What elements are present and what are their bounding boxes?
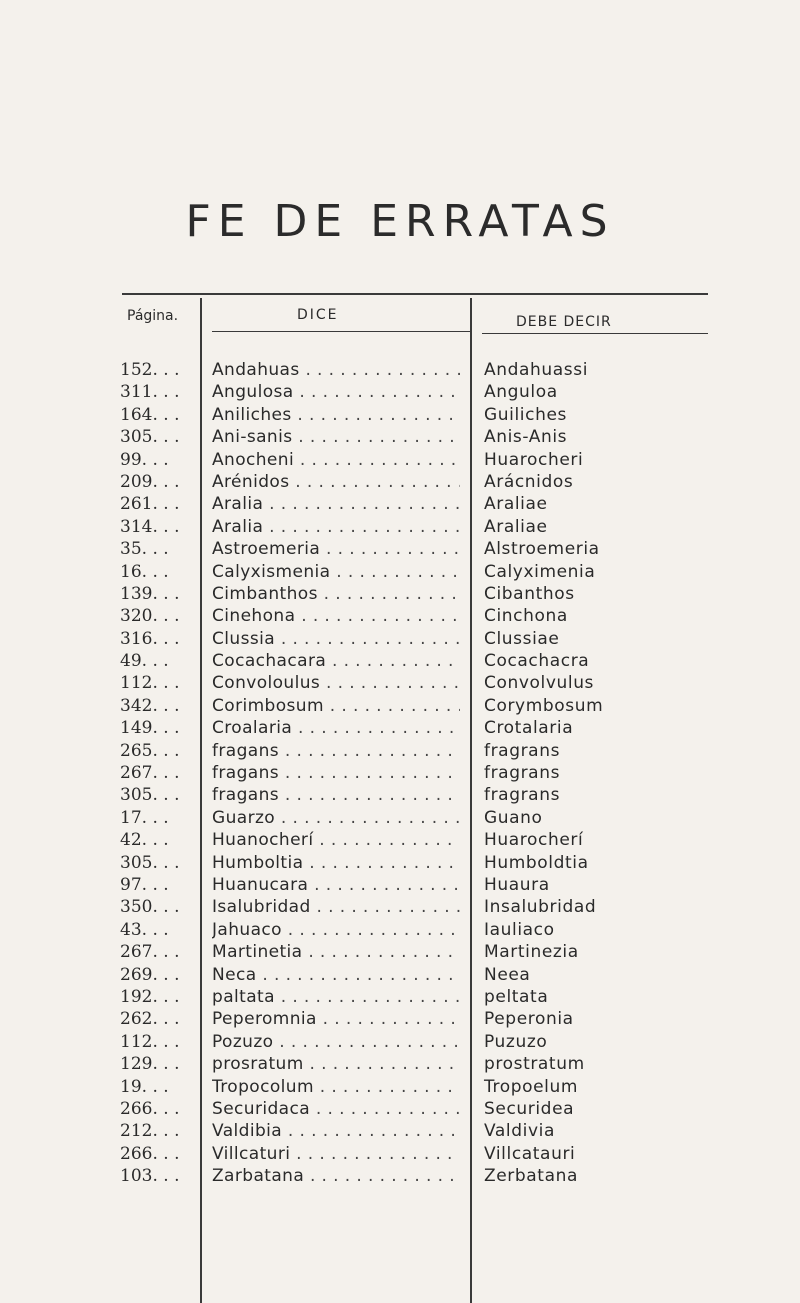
page-number: 42. . . — [120, 830, 169, 851]
table-row — [0, 696, 800, 718]
table-row — [0, 741, 800, 763]
dice-term: Cimbanthos . . . — [212, 584, 460, 604]
table-row — [0, 562, 800, 584]
page-number: 350. . . — [120, 897, 180, 918]
table-row — [0, 1121, 800, 1143]
header-debe-decir: DEBE DECIR — [516, 314, 612, 330]
page-number: 262. . . — [120, 1009, 180, 1030]
table-row — [0, 405, 800, 427]
dice-term: Zarbatana . . . — [212, 1166, 460, 1186]
debe-decir-term: Crotalaria — [484, 718, 574, 739]
debe-decir-term: Cinchona — [484, 606, 568, 627]
table-row — [0, 942, 800, 964]
page-number: 265. . . — [120, 740, 180, 761]
page-number: 311. . . — [120, 382, 180, 403]
table-row — [0, 1144, 800, 1166]
table-row — [0, 1054, 800, 1076]
page-number: 149. . . — [120, 718, 180, 739]
page-number: 16. . . — [120, 561, 169, 582]
table-row — [0, 897, 800, 919]
page-number: 212. . . — [120, 1121, 180, 1142]
debe-decir-term: Puzuzo — [484, 1031, 548, 1052]
dice-term: Cocachacara . . . — [212, 651, 460, 671]
debe-decir-term: Villcatauri — [484, 1143, 576, 1164]
table-row — [0, 517, 800, 539]
dice-term: Securidaca . . . — [212, 1099, 460, 1119]
debe-decir-term: Arácnidos — [484, 471, 574, 492]
table-row — [0, 539, 800, 561]
dice-term: Cinehona . . . — [212, 606, 460, 626]
page-number: 43. . . — [120, 919, 169, 940]
debe-decir-term: Peperonia — [484, 1009, 574, 1030]
dice-term: Aralia . . . — [212, 517, 460, 537]
page-number: 266. . . — [120, 1143, 180, 1164]
page-title: FE DE ERRATAS — [185, 196, 615, 247]
table-row — [0, 830, 800, 852]
debe-decir-term: Guano — [484, 807, 543, 828]
page-number: 103. . . — [120, 1166, 180, 1187]
errata-table — [0, 360, 800, 1188]
page-number: 99. . . — [120, 449, 169, 470]
dice-term: Tropocolum . . . — [212, 1077, 460, 1097]
page-number: 139. . . — [120, 583, 180, 604]
dice-term: fragans . . . — [212, 785, 460, 805]
table-row — [0, 673, 800, 695]
table-row — [0, 718, 800, 740]
page-number: 316. . . — [120, 628, 180, 649]
debe-decir-term: Araliae — [484, 516, 548, 537]
dice-term: Aralia . . . — [212, 494, 460, 514]
dice-term: Humboltia . . . — [212, 853, 460, 873]
top-rule — [122, 293, 708, 295]
table-row — [0, 494, 800, 516]
table-row — [0, 629, 800, 651]
dice-term: fragans . . . — [212, 741, 460, 761]
debe-decir-term: Anis-Anis — [484, 427, 568, 448]
debe-decir-term: Iauliaco — [484, 919, 555, 940]
table-row — [0, 785, 800, 807]
debe-decir-term: fragrans — [484, 763, 561, 784]
dice-term: Isalubridad . . . — [212, 897, 460, 917]
dice-term: Valdibia . . . — [212, 1121, 460, 1141]
debe-decir-term: Corymbosum — [484, 695, 604, 716]
page-number: 164. . . — [120, 404, 180, 425]
table-row — [0, 763, 800, 785]
debe-decir-term: Valdivia — [484, 1121, 555, 1142]
page-number: 305. . . — [120, 427, 180, 448]
dice-term: Corimbosum . . . — [212, 696, 460, 716]
page-number: 97. . . — [120, 874, 169, 895]
page-number: 49. . . — [120, 651, 169, 672]
debe-decir-term: fragrans — [484, 740, 561, 761]
debe-decir-term: Convolvulus — [484, 673, 595, 694]
page-number: 192. . . — [120, 986, 180, 1007]
debe-decir-term: Cocachacra — [484, 651, 590, 672]
debe-decir-term: Securidea — [484, 1098, 575, 1119]
page-number: 17. . . — [120, 807, 169, 828]
page-number: 112. . . — [120, 1031, 180, 1052]
table-row — [0, 920, 800, 942]
page-number: 267. . . — [120, 763, 180, 784]
table-row — [0, 987, 800, 1009]
page-number: 314. . . — [120, 516, 180, 537]
page-number: 266. . . — [120, 1098, 180, 1119]
dice-term: Aniliches . . . — [212, 405, 460, 425]
table-row — [0, 606, 800, 628]
debe-decir-term: Araliae — [484, 494, 548, 515]
table-row — [0, 382, 800, 404]
table-row — [0, 584, 800, 606]
debe-decir-term: Huaura — [484, 874, 550, 895]
table-row — [0, 651, 800, 673]
debe-decir-term: Anguloa — [484, 382, 558, 403]
page-number: 152. . . — [120, 360, 180, 380]
debe-decir-term: Zerbatana — [484, 1166, 578, 1187]
debe-decir-term: fragrans — [484, 785, 561, 806]
page-number: 342. . . — [120, 695, 180, 716]
page-number: 269. . . — [120, 964, 180, 985]
dice-term: fragans . . . — [212, 763, 460, 783]
debe-decir-term: Insalubridad — [484, 897, 597, 918]
debe-underline — [482, 333, 708, 334]
dice-term: paltata . . . — [212, 987, 460, 1007]
page-number: 320. . . — [120, 606, 180, 627]
dice-term: Guarzo . . . — [212, 808, 460, 828]
table-row — [0, 1166, 800, 1188]
table-row — [0, 450, 800, 472]
debe-decir-term: Andahuassi — [484, 360, 589, 380]
header-dice: DICE — [297, 307, 339, 323]
debe-decir-term: Huarocheri — [484, 449, 584, 470]
dice-term: Ani-sanis . . . — [212, 427, 460, 447]
debe-decir-term: Clussiae — [484, 628, 560, 649]
table-row — [0, 360, 800, 382]
dice-term: Peperomnia . . . — [212, 1009, 460, 1029]
debe-decir-term: Calyximenia — [484, 561, 596, 582]
dice-term: Anocheni . . . — [212, 450, 460, 470]
dice-term: Astroemeria . . . — [212, 539, 460, 559]
dice-term: Angulosa . . . — [212, 382, 460, 402]
dice-term: Jahuaco . . . — [212, 920, 460, 940]
debe-decir-term: prostratum — [484, 1054, 585, 1075]
dice-term: Huanucara . . . — [212, 875, 460, 895]
dice-term: Convoloulus . . . — [212, 673, 460, 693]
dice-term: Arénidos . . . — [212, 472, 460, 492]
page-number: 19. . . — [120, 1076, 169, 1097]
dice-term: Calyxismenia . . . — [212, 562, 460, 582]
page-number: 129. . . — [120, 1054, 180, 1075]
debe-decir-term: Alstroemeria — [484, 539, 600, 560]
dice-term: Andahuas . . . — [212, 360, 460, 380]
dice-term: Croalaria . . . — [212, 718, 460, 738]
page-number: 305. . . — [120, 785, 180, 806]
dice-term: prosratum . . . — [212, 1054, 460, 1074]
table-row — [0, 1099, 800, 1121]
header-pagina: Página. — [127, 308, 179, 324]
table-row — [0, 853, 800, 875]
debe-decir-term: Cibanthos — [484, 583, 575, 604]
dice-term: Villcaturi . . . — [212, 1144, 460, 1164]
page-number: 267. . . — [120, 942, 180, 963]
debe-decir-term: Martinezia — [484, 942, 579, 963]
table-row — [0, 472, 800, 494]
debe-decir-term: peltata — [484, 986, 549, 1007]
dice-term: Pozuzo . . . — [212, 1032, 460, 1052]
dice-term: Neca . . . — [212, 965, 460, 985]
table-row — [0, 808, 800, 830]
table-row — [0, 965, 800, 987]
dice-underline — [212, 331, 470, 332]
debe-decir-term: Neea — [484, 964, 531, 985]
page-number: 209. . . — [120, 471, 180, 492]
dice-term: Huanocherí . . . — [212, 830, 460, 850]
dice-term: Clussia . . . — [212, 629, 460, 649]
debe-decir-term: Guiliches — [484, 404, 567, 425]
table-row — [0, 427, 800, 449]
dice-term: Martinetia . . . — [212, 942, 460, 962]
page-number: 261. . . — [120, 494, 180, 515]
debe-decir-term: Tropoelum — [484, 1076, 579, 1097]
debe-decir-term: Huarocherí — [484, 830, 584, 851]
page-number: 35. . . — [120, 539, 169, 560]
table-row — [0, 1077, 800, 1099]
debe-decir-term: Humboldtia — [484, 852, 589, 873]
page-number: 305. . . — [120, 852, 180, 873]
table-row — [0, 1032, 800, 1054]
table-row — [0, 875, 800, 897]
table-row — [0, 1009, 800, 1031]
page-number: 112. . . — [120, 673, 180, 694]
